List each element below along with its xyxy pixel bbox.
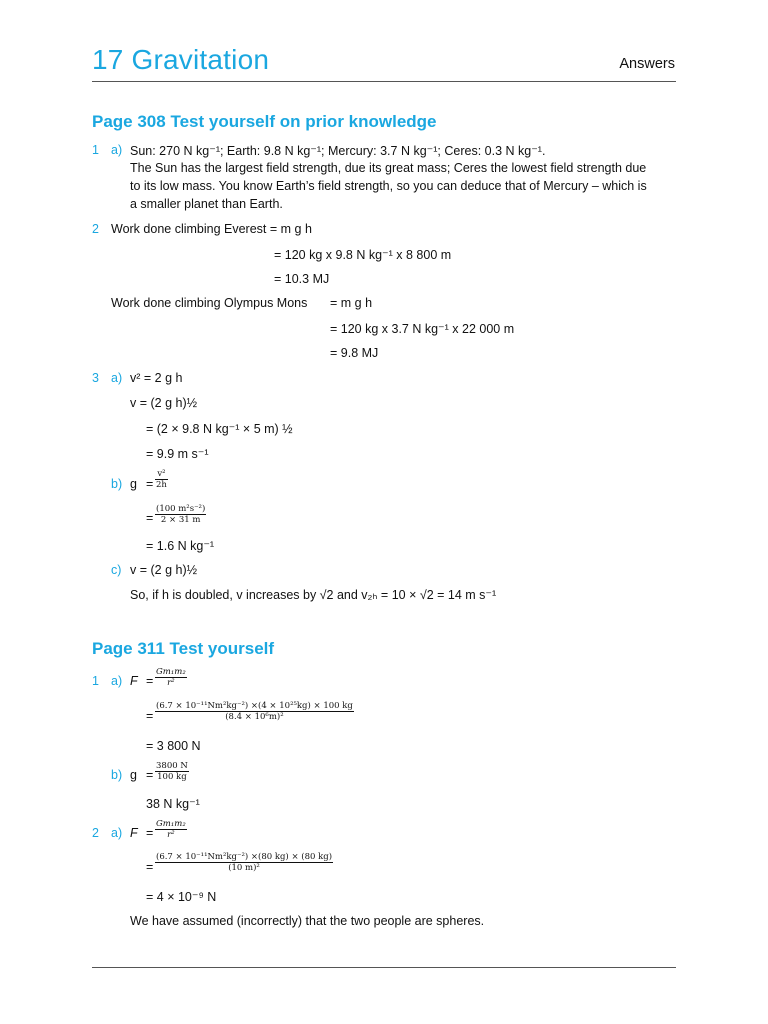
question-part-label: b) — [111, 477, 123, 491]
equation-line: v = (2 g h)½ — [130, 396, 198, 410]
equals-sign: = — [146, 709, 154, 723]
equation-line: = 4 × 10⁻⁹ N — [146, 890, 217, 904]
equals-sign: = — [146, 826, 154, 840]
equation-line: = 10.3 MJ — [274, 272, 330, 286]
question-part-label: c) — [111, 563, 122, 577]
equation-line: = 1.6 N kg⁻¹ — [146, 539, 215, 553]
question-part-label: a) — [111, 826, 123, 840]
fraction-numerator: v² — [157, 469, 166, 479]
equation-line: = 120 kg x 9.8 N kg⁻¹ x 8 800 m — [274, 248, 452, 262]
equation-line: v = (2 g h)½ — [130, 563, 198, 577]
variable-label: F — [130, 826, 138, 840]
equation-line: = m g h — [330, 296, 373, 310]
fraction-gravitation-law — [155, 819, 187, 840]
fraction-denominator: r² — [167, 830, 175, 840]
answer-text-line: to its low mass. You know Earth’s field strength, so you can deduce that of Mercury – which is — [130, 179, 647, 193]
variable-label: g — [130, 768, 137, 782]
question-number-1: 1 — [92, 143, 99, 157]
fraction-denominator: 2 × 31 m — [160, 515, 201, 525]
fraction-numerator: (100 m²s⁻²) — [156, 504, 206, 514]
equation-line: = 120 kg x 3.7 N kg⁻¹ x 22 000 m — [330, 322, 515, 336]
fraction-numerator: (6.7 × 10⁻¹¹Nm²kg⁻²) ×(80 kg) × (80 kg) — [156, 852, 333, 862]
equals-sign: = — [146, 860, 154, 874]
answer-text-line: We have assumed (incorrectly) that the two people are spheres. — [130, 914, 485, 928]
answer-text-line: Work done climbing Olympus Mons — [111, 296, 308, 310]
section-title-page-311: Page 311 Test yourself — [92, 639, 275, 658]
section-title-page-308: Page 308 Test yourself on prior knowledge — [92, 112, 437, 131]
fraction-substituted — [155, 852, 333, 873]
equation-line: = (2 × 9.8 N kg⁻¹ × 5 m) ½ — [146, 422, 293, 436]
chapter-title: 17 Gravitation — [92, 44, 270, 75]
question-number-2: 2 — [92, 222, 99, 236]
equals-sign: = — [146, 674, 154, 688]
fraction-substituted — [155, 504, 206, 525]
equation-line: = 9.9 m s⁻¹ — [146, 447, 209, 461]
question-part-label: a) — [111, 674, 123, 688]
fraction-gravitation-law — [155, 667, 187, 688]
fraction-denominator: (10 m)² — [228, 863, 260, 873]
answers-label: Answers — [619, 56, 675, 72]
fraction-numerator: Gm₁m₂ — [156, 667, 186, 677]
fraction-numerator: 3800 N — [156, 761, 188, 771]
answer-text-line: Work done climbing Everest = m g h — [111, 222, 312, 236]
fraction-substituted — [155, 761, 189, 782]
answer-text-line: The Sun has the largest field strength, due its great mass; Ceres the lowest field strength due — [130, 161, 647, 175]
fraction-denominator: 2h — [156, 480, 167, 490]
footer-divider — [92, 967, 676, 968]
fraction-substituted — [155, 701, 354, 722]
question-number-1: 1 — [92, 674, 99, 688]
equation-line: = 3 800 N — [146, 739, 201, 753]
equation-line: v² = 2 g h — [130, 371, 183, 385]
fraction-denominator: (8.4 × 10⁶m)² — [225, 712, 284, 722]
question-number-2: 2 — [92, 826, 99, 840]
variable-label: F — [130, 674, 138, 688]
fraction-v2-over-2h — [155, 469, 168, 490]
variable-label: g — [130, 477, 137, 491]
equals-sign: = — [146, 511, 154, 525]
question-part-label: a) — [111, 371, 123, 385]
header-divider — [92, 81, 676, 82]
equals-sign: = — [146, 768, 154, 782]
question-part-label: b) — [111, 768, 123, 782]
question-part-label: a) — [111, 143, 123, 157]
fraction-denominator: 100 kg — [157, 772, 187, 782]
question-number-3: 3 — [92, 371, 99, 385]
equation-line: 38 N kg⁻¹ — [146, 797, 200, 811]
equation-line: = 9.8 MJ — [330, 346, 379, 360]
fraction-denominator: r² — [167, 678, 175, 688]
answer-text-line: a smaller planet than Earth. — [130, 197, 283, 211]
fraction-numerator: (6.7 × 10⁻¹¹Nm²kg⁻²) ×(4 × 10²⁵kg) × 100 kg — [156, 701, 353, 711]
equals-sign: = — [146, 477, 154, 491]
fraction-numerator: Gm₁m₂ — [156, 819, 186, 829]
answer-text-line: Sun: 270 N kg⁻¹; Earth: 9.8 N kg⁻¹; Mercury: 3.7 N kg⁻¹; Ceres: 0.3 N kg⁻¹. — [130, 144, 546, 158]
answer-text-line: So, if h is doubled, v increases by √2 and v₂ₕ = 10 × √2 = 14 m s⁻¹ — [130, 588, 497, 602]
